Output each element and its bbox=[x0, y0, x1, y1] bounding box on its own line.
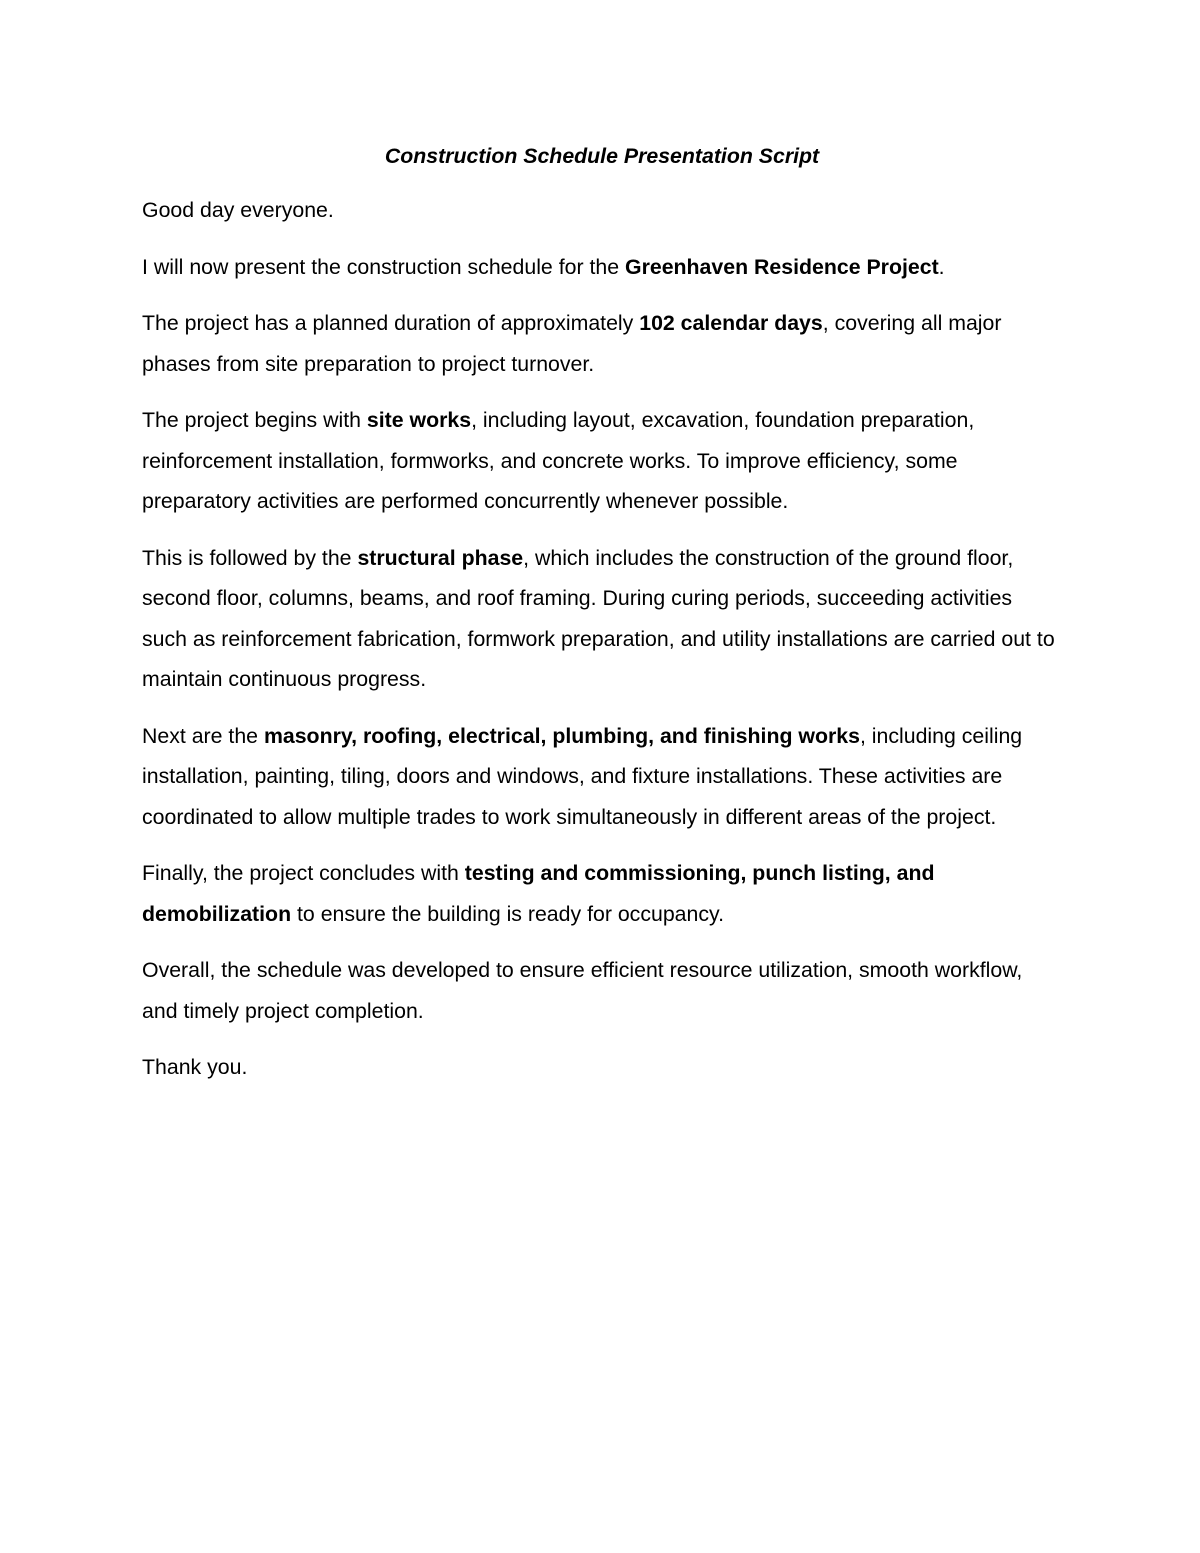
body-text: . bbox=[938, 254, 945, 279]
body-text: , including layout, excavation, foundation preparation, reinforcement installation, formworks, and concrete works. To improve efficiency, some preparatory activities are performed concurrently whenever possible. bbox=[142, 408, 975, 513]
bold-text: structural phase bbox=[357, 545, 524, 570]
paragraph bbox=[142, 716, 1062, 838]
body-text: I will now present the construction schedule for the bbox=[142, 254, 625, 279]
body-text: Thank you. bbox=[142, 1055, 248, 1079]
bold-text: site works bbox=[366, 408, 472, 432]
body-text: Overall, the schedule was developed to ensure efficient resource utilization, smooth workflow, and timely project completion. bbox=[142, 958, 1023, 1023]
bold-text: 102 calendar days bbox=[639, 311, 823, 335]
paragraph bbox=[142, 400, 1062, 522]
paragraph bbox=[142, 538, 1062, 700]
bold-text: masonry, roofing, electrical, plumbing, and finishing works bbox=[263, 723, 860, 748]
body-text: This is followed by the bbox=[142, 545, 358, 570]
body-text: , including ceiling installation, painting, tiling, doors and windows, and fixture installations. These activities are coordinated to allow multiple trades to work simultaneously in different areas of the project. bbox=[142, 723, 1023, 829]
body-text: The project begins with bbox=[142, 408, 367, 432]
bold-text: testing and commissioning, punch listing, and demobilization bbox=[142, 861, 935, 926]
body-text: The project has a planned duration of approximately bbox=[142, 311, 640, 335]
body-text: Good day everyone. bbox=[142, 198, 334, 222]
body-text: , covering all major phases from site preparation to project turnover. bbox=[142, 311, 1002, 376]
paragraph bbox=[142, 190, 1062, 231]
body-text: to ensure the building is ready for occupancy. bbox=[291, 901, 724, 926]
document-title: Construction Schedule Presentation Script bbox=[384, 144, 820, 168]
paragraph bbox=[142, 1047, 1062, 1088]
paragraph bbox=[142, 247, 1062, 288]
document-body bbox=[142, 138, 1062, 1104]
body-text: Next are the bbox=[142, 723, 264, 748]
paragraph bbox=[142, 303, 1062, 384]
body-text: , which includes the construction of the ground floor, second floor, columns, beams, and roof framing. During curing periods, succeeding activities such as reinforcement fabrication, formwork preparation, and utility installations are carried out to maintain continuous progress. bbox=[142, 545, 1055, 691]
body-text: Finally, the project concludes with bbox=[142, 861, 465, 885]
paragraph bbox=[142, 950, 1062, 1031]
paragraph bbox=[142, 853, 1062, 934]
bold-text: Greenhaven Residence Project bbox=[625, 254, 939, 279]
paragraph-list bbox=[142, 190, 1062, 1088]
